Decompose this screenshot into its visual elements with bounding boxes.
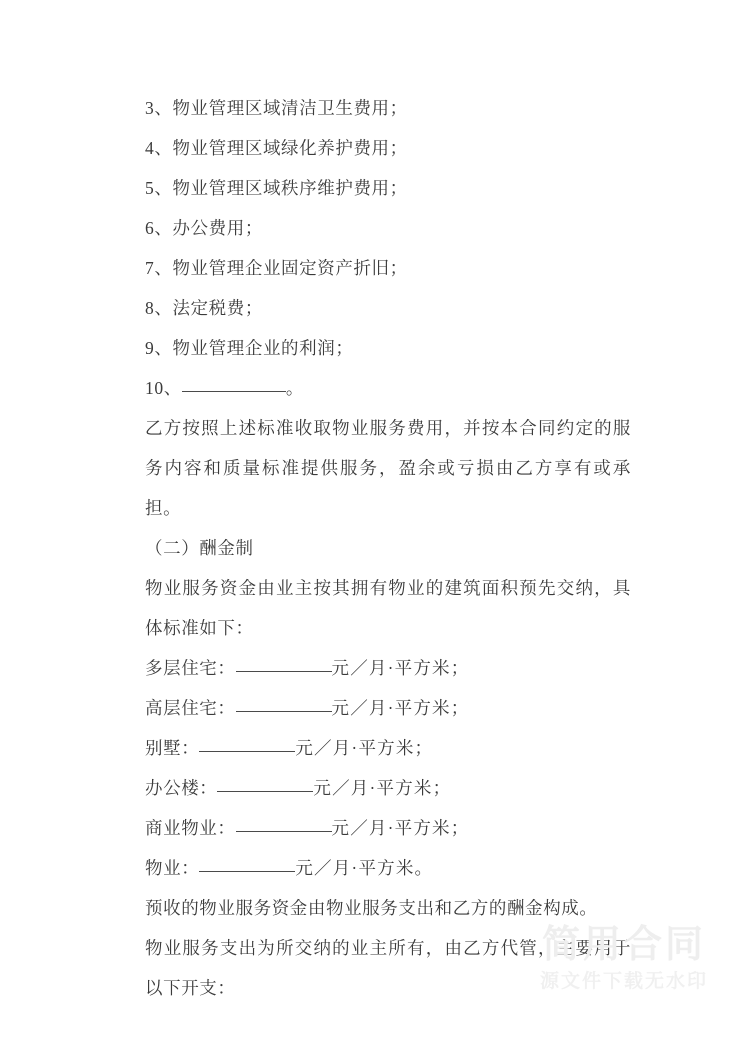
fee-item	[115, 648, 631, 688]
list-item	[115, 248, 631, 288]
list-item-number: 8、	[145, 298, 173, 318]
list-item-text: 物业管理企业固定资产折旧；	[172, 258, 408, 278]
fee-item-label: 多层住宅：	[145, 658, 236, 678]
list-item-suffix: 。	[285, 378, 304, 398]
fee-item-unit: 元／月·平方米；	[331, 818, 470, 838]
list-item-text: 办公费用；	[172, 218, 263, 238]
watermark-subtitle: 源文件下载无水印	[539, 970, 708, 993]
fee-item-label: 办公楼：	[145, 778, 218, 798]
fee-item	[115, 808, 631, 848]
fill-in-blank[interactable]	[217, 791, 313, 792]
list-item	[115, 288, 631, 328]
document-body	[115, 88, 631, 1008]
fill-in-blank[interactable]	[199, 871, 295, 872]
list-item	[115, 168, 631, 208]
list-item-text: 法定税费；	[172, 298, 263, 318]
paragraph-service-fund: 物业服务资金由业主按其拥有物业的建筑面积预先交纳，具体标准如下：	[145, 578, 631, 638]
list-item-number: 5、	[145, 178, 173, 198]
list-item-text: 物业管理区域秩序维护费用；	[172, 178, 408, 198]
fee-item-label: 商业物业：	[145, 818, 236, 838]
list-item	[115, 128, 631, 168]
list-item-number: 4、	[145, 138, 173, 158]
list-item-number: 10、	[145, 378, 182, 398]
fee-item-label: 高层住宅：	[145, 698, 236, 718]
fee-item-unit: 元／月·平方米。	[295, 858, 434, 878]
fee-item	[115, 728, 631, 768]
fee-item-unit: 元／月·平方米；	[313, 778, 452, 798]
list-item-number: 6、	[145, 218, 173, 238]
fill-in-blank[interactable]	[236, 831, 332, 832]
section-heading-remuneration: （二）酬金制	[145, 538, 254, 558]
list-item-number: 7、	[145, 258, 173, 278]
fee-item	[115, 688, 631, 728]
list-item-text: 物业管理区域绿化养护费用；	[172, 138, 408, 158]
fee-item-label: 物业：	[145, 858, 200, 878]
paragraph-fee-collection: 乙方按照上述标准收取物业服务费用，并按本合同约定的服务内容和质量标准提供服务，盈余或亏损由乙方享有或承担。	[145, 418, 631, 518]
fee-item-label: 别墅：	[145, 738, 200, 758]
watermark-title: 简用合同	[541, 921, 706, 966]
fill-in-blank[interactable]	[199, 751, 295, 752]
fee-item-unit: 元／月·平方米；	[295, 738, 434, 758]
list-item-text: 物业管理区域清洁卫生费用；	[172, 98, 408, 118]
fill-in-blank[interactable]	[236, 671, 332, 672]
fee-item	[115, 848, 631, 888]
fee-item	[115, 768, 631, 808]
list-item-text: 物业管理企业的利润；	[172, 338, 354, 358]
list-item-ten	[115, 368, 631, 408]
list-item	[115, 208, 631, 248]
list-item	[115, 328, 631, 368]
paragraph-fund-composition: 预收的物业服务资金由物业服务支出和乙方的酬金构成。	[145, 898, 598, 918]
list-item-number: 3、	[145, 98, 173, 118]
fee-item-unit: 元／月·平方米；	[331, 698, 470, 718]
paragraph-service-expenditure: 物业服务支出为所交纳的业主所有，由乙方代管，主要用于以下开支：	[145, 938, 631, 998]
fill-in-blank[interactable]	[236, 711, 332, 712]
list-item-number: 9、	[145, 338, 173, 358]
fee-item-unit: 元／月·平方米；	[331, 658, 470, 678]
fill-in-blank[interactable]	[182, 391, 286, 392]
list-item	[115, 88, 631, 128]
